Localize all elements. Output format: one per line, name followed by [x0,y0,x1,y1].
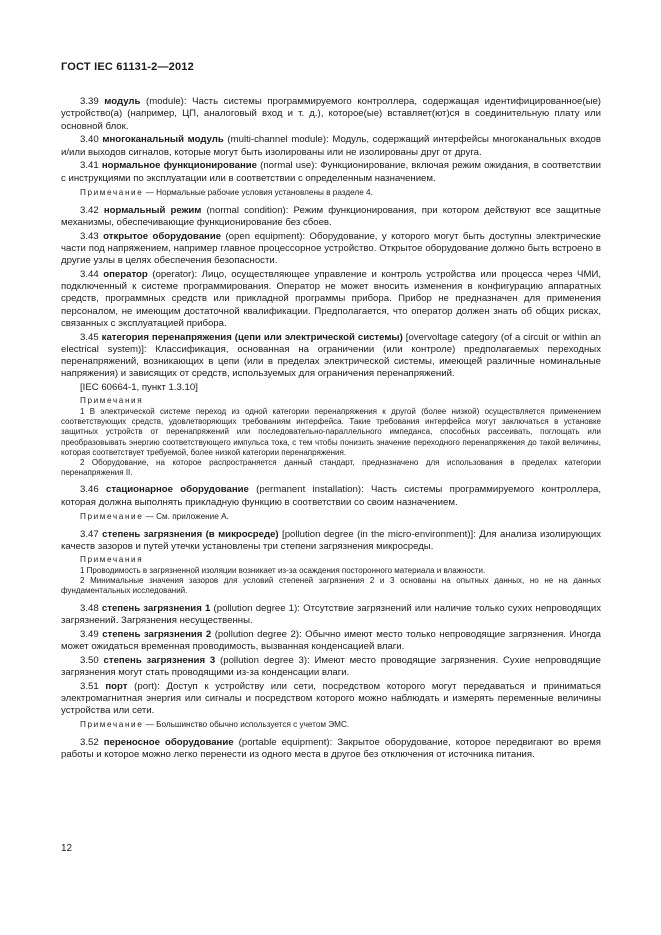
term-definition-3-40 [61,134,601,159]
reference: [IEC 60664-1, пункт 1.3.10] [80,382,198,394]
term-definition-3-43 [61,231,601,268]
term-definition-3-44 [61,269,601,330]
term-text: (port): Доступ к устройству или сети, посредством которого могут передаваться и приниматься электромагнитная энергия или сигналы и посредством которого можно наблюдать и измерять переменные величины устройства или сети. [61,680,602,717]
term-name: нормальный режим [103,204,202,216]
term-text: (portable equipment): Закрытое оборудование, которое передвигают во время работы и которое можно легко перенести из одного места в другое без отключения от источника питания. [61,737,601,761]
term-text: (normal condition): Режим функционирования, при котором действуют все защитные механизмы, обеспечивающие функционирование без сбоев. [61,204,601,228]
term-text: (module): Часть системы программируемого контроллера, содержащая идентифицированное(ые) устройство(а) (например, ЦП, аналоговый вход и т. д.), которое(ые) вставляет(ют)ся в соединительную плату или основной блок. [61,96,601,132]
term-definition-3-48 [61,603,601,628]
term-number: 3.49 [80,628,99,640]
term-number: 3.45 [80,331,99,343]
term-definition-3-47 [61,529,601,554]
term-number: 3.44 [80,268,99,280]
term-text: (pollution degree 2): Обычно имеют место только непроводящие загрязнения. Иногда может ожидаться временная проводимость, вызванная конденсацией влаги. [61,628,601,652]
term-definition-3-50 [61,655,601,680]
note-text: — Большинство обычно используется с учетом ЭМС. [143,720,350,730]
term-name: модуль [104,96,141,107]
term-number: 3.47 [80,528,99,540]
term-name: нормальное функционирование [101,160,258,172]
term-definition-3-46 [61,484,601,509]
term-text: [pollution degree (in the micro-environment)]: Для анализа изолирующих качеств зазоров и путей утечки установлены три степени загрязнения микросреды. [61,528,602,553]
note-label: Примечание [80,511,144,521]
note-item: 1 В электрической системе переход из одной категории перенапряжения к другой (более низкой) осуществляется применением соответствующих средств, удовлетворяющих требованиям интерфейса. Такие требования интерфейса могут заключаться в установке защитных устройств от перенапряжений или последовательно-параллельного импеданса, способных рассеивать, поглощать или преобразовывать энергию соответствующего импульса тока, с тем чтобы понизить значение переходного перенапряжения до такой величины, которая соответствует требуемой, более низкой категории перенапряжения. [61,407,601,457]
term-name: открытое оборудование [103,230,222,242]
note-item: 1 Проводимость в загрязненной изоляции возникает из-за осаждения посторонного материала и влажности. [80,565,486,575]
term-name: порт [105,680,128,692]
term-definition-3-49 [61,629,601,654]
term-name: многоканальный модуль [102,134,224,146]
note-text: — Нормальные рабочие условия установлены в разделе 4. [143,187,373,197]
term-text: (pollution degree 1): Отсутствие загрязнений или наличие только сухих непроводящих загрязнений. Загрязнения несущественны. [61,602,601,626]
term-definition-3-45 [61,332,601,381]
term-number: 3.48 [80,602,99,614]
note [61,512,601,523]
term-number: 3.41 [80,160,99,172]
document-body [61,96,601,763]
term-number: 3.50 [80,654,99,666]
term-text: (operator): Лицо, осуществляющее управление и контроль устройства или процесса через ЧМИ, подключенный к системе программирования. Оператор не может вносить изменения в конфигурацию аппаратных средств, программных средств или прикладной программы прибора. Прибор не предназначен для применения персоналом, не имеющим достаточной квалификации. Предполагается, что оператор должен знать об общих рисках, связанных с эксплуатацией прибора. [61,268,602,329]
term-text: (normal use): Функционирование, включая режим ожидания, в соответствии с инструкциями по эксплуатации или в соответствии с определенным назначением. [61,160,601,184]
term-number: 3.39 [80,96,99,107]
term-name: переносное оборудование [103,737,234,749]
notes-label: Примечания [80,396,144,406]
notes-block [61,555,601,596]
term-text: [overvoltage category (of a circuit or within an electrical system)]: Классификация, основанная на ограничении (или контроле) предполагаемых переходных перенапряжений, возникающих в цепи (или в пределах электрической системы, имеющей различные номинальные напряжения) и зависящих от средств, используемых для ограничения перенапряжений. [61,331,601,380]
term-definition-3-51 [61,681,601,718]
term-name: категория перенапряжения (цепи или электрической системы) [101,331,403,343]
note-item: 2 Минимальные значения зазоров для условий степеней загрязнения 2 и 3 основаны на опытных данных, но не на данных фундаментальных исследований. [61,576,601,596]
term-text: (multi-channel module): Модуль, содержащий интерфейсы многоканальных входов и/или выходов сигналов, которые могут быть изолированы или не изолированы друг от друга. [61,134,601,158]
page-number: 12 [61,843,73,854]
note-item: 2 Оборудование, на которое распространяется данный стандарт, предназначено для использования в пределах категории перенапряжения II. [61,458,601,478]
term-number: 3.42 [80,204,99,216]
term-name: оператор [103,268,148,280]
term-name: степень загрязнения (в микросреде) [102,528,279,540]
term-text: (pollution degree 3): Имеют место проводящие загрязнения. Сухие непроводящие загрязнения могут стать проводящими из-за конденсации влаги. [61,654,602,678]
term-definition-3-41 [61,160,601,185]
term-name: стационарное оборудование [106,484,249,496]
term-number: 3.52 [80,737,99,749]
term-number: 3.40 [80,134,99,146]
note [61,720,601,731]
term-number: 3.46 [80,484,99,496]
term-definition-3-52 [61,737,601,762]
term-number: 3.51 [80,680,99,692]
note-text: — См. приложение А. [143,511,229,521]
note-label: Примечание [80,187,144,197]
term-definition-3-42 [61,205,601,230]
term-number: 3.43 [80,230,99,242]
notes-label: Примечания [80,555,144,565]
term-definition-3-39 [61,96,601,133]
term-text: (permanent installation): Часть системы программируемого контроллера, которая должна выполнять прикладную функцию в соответствии со своим назначением. [61,484,601,508]
term-name: степень загрязнения 1 [101,602,211,614]
note [61,188,601,199]
term-name: степень загрязнения 2 [102,628,212,640]
notes-block [61,396,601,478]
document-header: ГОСТ IEC 61131-2—2012 [61,61,194,73]
note-label: Примечание [80,720,144,730]
term-name: степень загрязнения 3 [103,654,216,666]
term-text: (open equipment): Оборудование, у которого могут быть доступны электрические части под напряжением, например главное процессорное устройство. Открытое оборудование должно быть встроено в другие узлы в целях обеспечения безопасности. [61,230,602,267]
